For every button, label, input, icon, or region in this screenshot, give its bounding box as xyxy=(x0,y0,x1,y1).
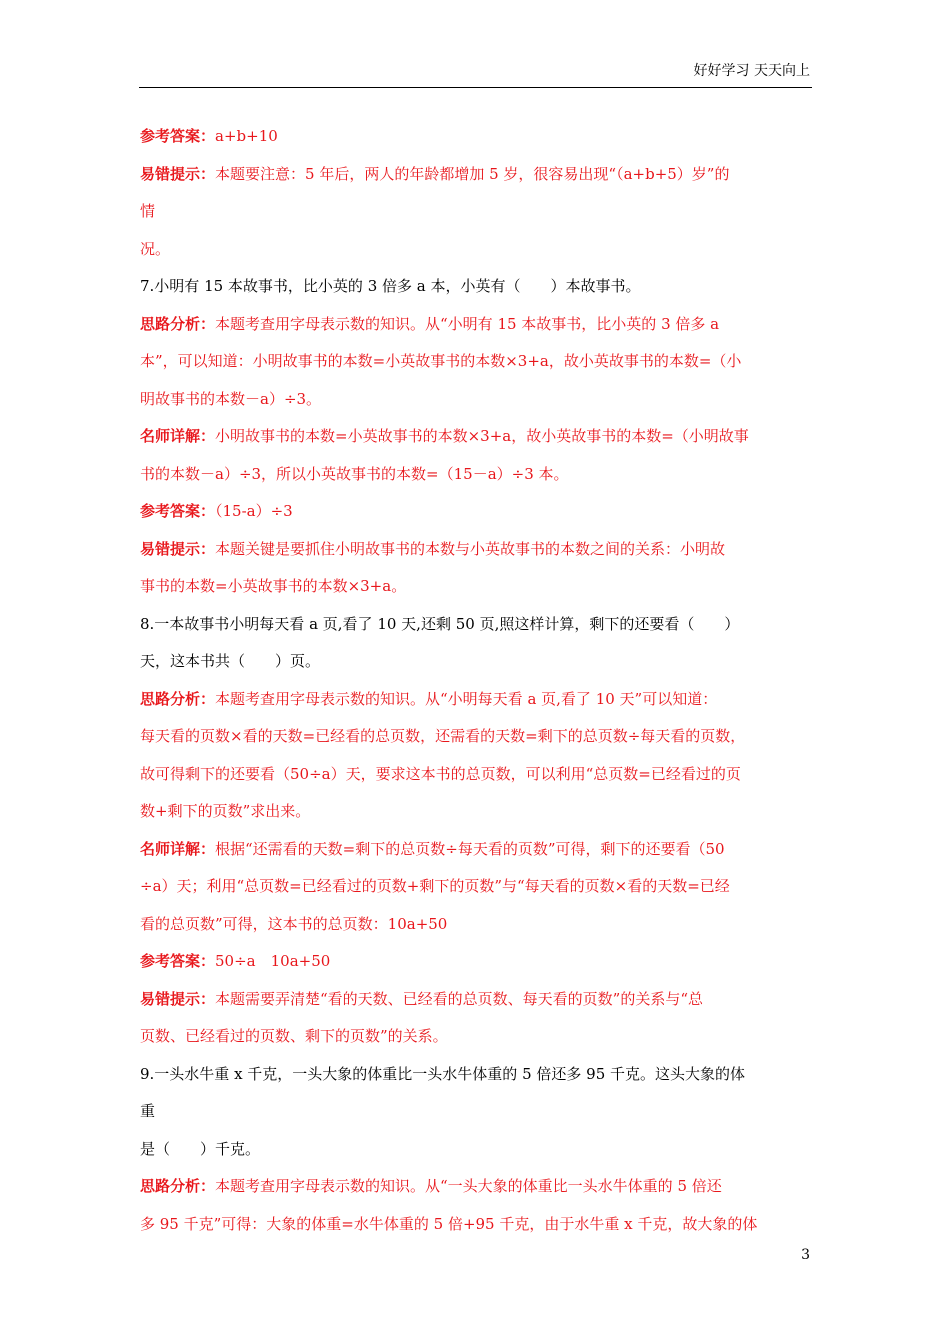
line-text: 每天看的页数×看的天数=已经看的总页数，还需看的天数=剩下的总页数÷每天看的页数， xyxy=(140,727,746,745)
document-line xyxy=(140,943,812,981)
document-line xyxy=(140,343,812,381)
line-text: 8.一本故事书小明每天看 a 页,看了 10 天,还剩 50 页,照这样计算，剩下的还要看（ ） xyxy=(140,614,740,633)
line-text: 多 95 千克”可得：大象的体重=水牛体重的 5 倍+95 千克，由于水牛重 x 千克，故大象的体 xyxy=(140,1214,758,1233)
line-text: 小明故事书的本数=小英故事书的本数×3+a，故小英故事书的本数=（小明故事 xyxy=(215,427,749,445)
document-line xyxy=(140,231,812,269)
section-label: 思路分析： xyxy=(140,689,216,708)
line-text: 书的本数－a）÷3，所以小英故事书的本数=（15－a）÷3 本。 xyxy=(140,464,569,483)
line-text: 是（ ）千克。 xyxy=(140,1139,261,1158)
section-label: 参考答案： xyxy=(140,502,216,520)
page-number: 3 xyxy=(801,1247,810,1263)
document-line xyxy=(140,118,812,156)
document-line xyxy=(140,831,812,869)
section-label: 易错提示： xyxy=(140,539,216,558)
document-line xyxy=(140,1206,812,1244)
document-line xyxy=(140,456,812,494)
header-rule xyxy=(139,87,812,88)
section-label: 易错提示： xyxy=(140,989,216,1008)
document-body xyxy=(140,118,812,1243)
section-label: 参考答案： xyxy=(140,952,216,970)
document-line xyxy=(140,756,812,794)
line-text: ÷a）天；利用“总页数=已经看过的页数+剩下的页数”与“每天看的页数×看的天数=已经 xyxy=(140,877,730,895)
document-line xyxy=(140,418,812,456)
line-text: 50÷a 10a+50 xyxy=(215,952,331,970)
line-text: 本题考查用字母表示数的知识。从“小明每天看 a 页,看了 10 天”可以知道： xyxy=(215,689,718,708)
line-text: 本题考查用字母表示数的知识。从“一头大象的体重比一头水牛体重的 5 倍还 xyxy=(215,1177,722,1195)
document-line xyxy=(140,268,812,306)
document-line xyxy=(140,793,812,831)
line-text: a+b+10 xyxy=(215,127,278,145)
document-line xyxy=(140,1093,812,1131)
document-line xyxy=(140,568,812,606)
document-line xyxy=(140,681,812,719)
header-text: 好好学习 天天向上 xyxy=(693,63,810,79)
document-line xyxy=(140,1168,812,1206)
section-label: 名师详解： xyxy=(140,427,216,445)
section-label: 思路分析： xyxy=(140,1177,216,1195)
line-text: 数+剩下的页数”求出来。 xyxy=(140,802,311,820)
line-text: 根据“还需看的天数=剩下的总页数÷每天看的页数”可得，剩下的还要看（50 xyxy=(215,839,725,858)
line-text: 本题考查用字母表示数的知识。从“小明有 15 本故事书，比小英的 3 倍多 a xyxy=(215,314,720,333)
line-text: 故可得剩下的还要看（50÷a）天，要求这本书的总页数，可以利用“总页数=已经看过的页 xyxy=(140,764,741,783)
document-line xyxy=(140,531,812,569)
line-text: 7.小明有 15 本故事书，比小英的 3 倍多 a 本，小英有（ ）本故事书。 xyxy=(140,277,641,295)
section-label: 名师详解： xyxy=(140,839,216,858)
document-line xyxy=(140,381,812,419)
line-text: 况。 xyxy=(140,239,171,258)
line-text: （15-a）÷3 xyxy=(215,502,293,520)
section-label: 参考答案： xyxy=(140,127,216,145)
document-line xyxy=(140,306,812,344)
document-line xyxy=(140,1056,812,1094)
document-line xyxy=(140,1131,812,1169)
document-line xyxy=(140,156,812,194)
document-line xyxy=(140,606,812,644)
document-line xyxy=(140,1018,812,1056)
document-line xyxy=(140,193,812,231)
line-text: 明故事书的本数－a）÷3。 xyxy=(140,389,322,408)
line-text: 事书的本数=小英故事书的本数×3+a。 xyxy=(140,577,407,595)
line-text: 情 xyxy=(140,202,156,220)
line-text: 天，这本书共（ ）页。 xyxy=(140,652,321,670)
line-text: 9.一头水牛重 x 千克，一头大象的体重比一头水牛体重的 5 倍还多 95 千克。这头大象的体 xyxy=(140,1064,746,1083)
line-text: 本题要注意：5 年后，两人的年龄都增加 5 岁，很容易出现“（a+b+5）岁”的 xyxy=(215,164,730,183)
line-text: 重 xyxy=(140,1102,156,1120)
document-line xyxy=(140,906,812,944)
document-line xyxy=(140,493,812,531)
line-text: 本”，可以知道：小明故事书的本数=小英故事书的本数×3+a，故小英故事书的本数=（小 xyxy=(140,352,742,370)
section-label: 思路分析： xyxy=(140,314,216,333)
line-text: 看的总页数”可得，这本书的总页数：10a+50 xyxy=(140,914,448,933)
document-line xyxy=(140,981,812,1019)
line-text: 本题需要弄清楚“看的天数、已经看的总页数、每天看的页数”的关系与“总 xyxy=(215,989,704,1008)
line-text: 本题关键是要抓住小明故事书的本数与小英故事书的本数之间的关系：小明故 xyxy=(215,539,726,558)
document-line xyxy=(140,643,812,681)
line-text: 页数、已经看过的页数、剩下的页数”的关系。 xyxy=(140,1027,448,1045)
section-label: 易错提示： xyxy=(140,164,216,183)
document-line xyxy=(140,868,812,906)
document-line xyxy=(140,718,812,756)
